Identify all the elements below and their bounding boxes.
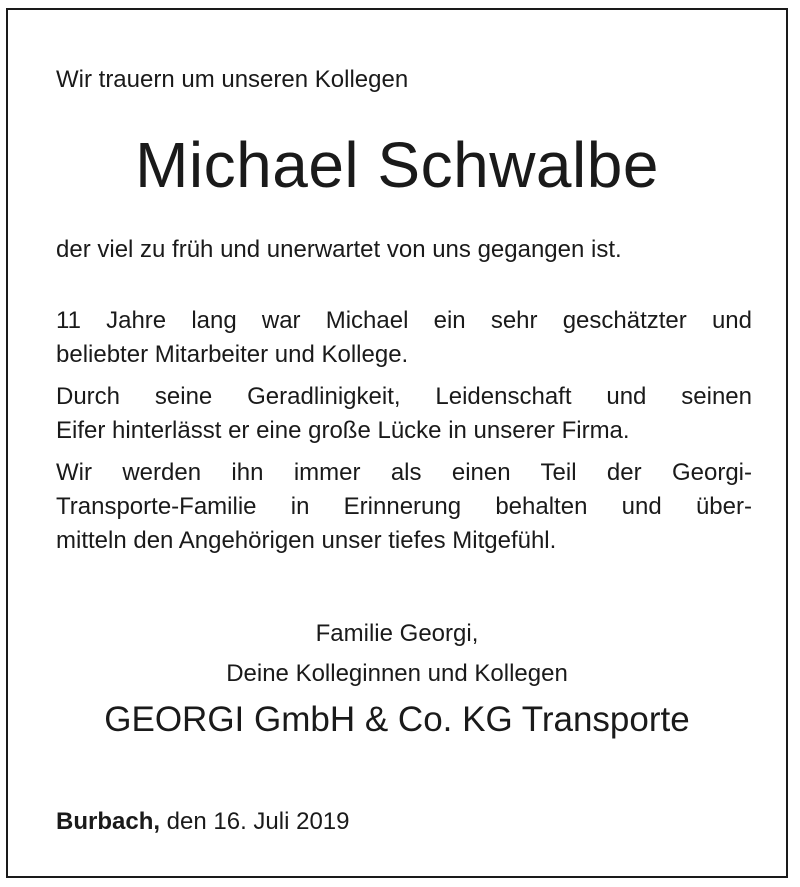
paragraph-line: beliebter Mitarbeiter und Kollege. bbox=[56, 341, 409, 368]
place-date-line bbox=[56, 808, 350, 836]
signature-colleagues: Deine Kolleginnen und Kollegen bbox=[226, 660, 568, 687]
signature-family: Familie Georgi, bbox=[315, 620, 479, 647]
paragraph-line: Wir werden ihn immer als einen Teil der Georgi- bbox=[56, 459, 752, 486]
paragraph-line: Eifer hinterlässt er eine große Lücke in unserer Firma. bbox=[56, 417, 630, 444]
paragraph-remembrance bbox=[56, 456, 752, 558]
paragraph-line: 11 Jahre lang war Michael ein sehr geschätzter und bbox=[56, 307, 752, 334]
date-text: den 16. Juli 2019 bbox=[160, 808, 350, 835]
deceased-name: Michael Schwalbe bbox=[135, 129, 659, 201]
intro-text: Wir trauern um unseren Kollegen bbox=[56, 66, 409, 93]
place-name: Burbach, bbox=[56, 808, 161, 835]
paragraph-line: Durch seine Geradlinigkeit, Leidenschaft und seinen bbox=[56, 383, 752, 410]
paragraph-character bbox=[56, 380, 752, 448]
paragraph-tenure bbox=[56, 304, 752, 372]
obituary-notice bbox=[6, 8, 788, 878]
paragraph-line: Transporte-Familie in Erinnerung behalten und über- bbox=[56, 493, 752, 520]
subline-text: der viel zu früh und unerwartet von uns gegangen ist. bbox=[56, 236, 622, 263]
paragraph-line: mitteln den Angehörigen unser tiefes Mitgefühl. bbox=[56, 527, 557, 554]
signature-company: GEORGI GmbH & Co. KG Transporte bbox=[104, 700, 690, 739]
